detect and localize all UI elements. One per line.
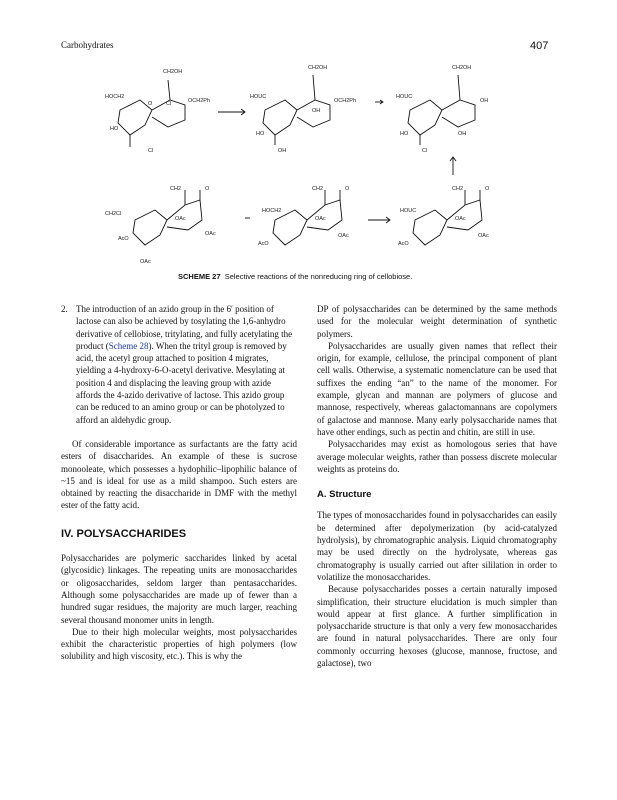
svg-text:AcO: AcO bbox=[118, 236, 129, 242]
subsection-heading: A. Structure bbox=[317, 489, 372, 501]
scheme-28-link[interactable]: Scheme 28 bbox=[108, 340, 149, 351]
svg-text:OCH2Ph: OCH2Ph bbox=[334, 98, 357, 104]
svg-text:OAc: OAc bbox=[175, 216, 186, 222]
svg-text:CH2: CH2 bbox=[312, 186, 324, 192]
svg-text:HO: HO bbox=[110, 126, 119, 132]
svg-text:AcO: AcO bbox=[258, 241, 269, 247]
paragraph: The types of monosaccharides found in polysaccharides can easily be determined after depolymerization (by acid-catalyzed hydrolysis), by chromatographic analysis. Liquid chromatography may be used directly on the hydrolysate, whereas gas chromatography is usually carried out after sililation in order to volatilize the monosaccharides. bbox=[317, 510, 557, 582]
section-heading: IV. POLYSACCHARIDES bbox=[61, 527, 187, 540]
list-number: 2. bbox=[61, 304, 68, 314]
svg-text:CH2OH: CH2OH bbox=[452, 65, 472, 71]
svg-text:OAc: OAc bbox=[205, 231, 216, 237]
svg-text:HOUC: HOUC bbox=[396, 94, 413, 100]
reaction-scheme bbox=[90, 55, 520, 270]
svg-text:CH2OH: CH2OH bbox=[163, 69, 183, 75]
left-column bbox=[61, 303, 297, 663]
list-item bbox=[61, 303, 297, 426]
paragraph: Polysaccharides are usually given names that reflect their origin, for example, cellulose, the principal component of plant cell walls. Otherwise, a systematic nomenclature can be used that suffixes the ending “an” to the name of the monomer. For example, glycan and mannan are polymers of glucose and mannose, respectively, whereas galactomannans are copolymers of galactose and mannose. Many early polysaccharide names that have other endings, such as pectin and chitin, are still in use. bbox=[317, 340, 557, 437]
svg-text:O: O bbox=[205, 186, 210, 192]
ring-1a bbox=[118, 100, 152, 135]
svg-text:HOUC: HOUC bbox=[400, 208, 417, 214]
svg-text:OAc: OAc bbox=[338, 233, 349, 239]
paragraph: DP of polysaccharides can be determined by the same methods used for the molecular weight determination of synthetic polymers. bbox=[317, 304, 557, 339]
svg-text:HOCH2: HOCH2 bbox=[262, 208, 282, 214]
svg-text:Cl: Cl bbox=[166, 101, 172, 107]
svg-text:OH: OH bbox=[278, 148, 287, 154]
svg-text:O: O bbox=[345, 186, 350, 192]
svg-text:HOUC: HOUC bbox=[250, 94, 267, 100]
right-column bbox=[317, 303, 557, 669]
svg-text:OH: OH bbox=[480, 98, 489, 104]
svg-text:OH: OH bbox=[458, 131, 467, 137]
caption-text: Selective reactions of the nonreducing ring of cellobiose. bbox=[224, 272, 413, 281]
paragraph: Of considerable importance as surfactants are the fatty acid esters of disaccharides. An example of these is sucrose monooleate, which possesses a hydophilic–lipophilic balance of ~15 and is ideal for use as a mild shampoo. Such esters are obtained by reacting the disaccharide in DMF with the methyl ester of the fatty acid. bbox=[61, 438, 297, 511]
caption-label: SCHEME 27 bbox=[178, 272, 221, 281]
svg-text:HOCH2: HOCH2 bbox=[105, 94, 125, 100]
svg-text:OAc: OAc bbox=[315, 216, 326, 222]
svg-text:OAc: OAc bbox=[455, 216, 466, 222]
svg-text:CH2OH: CH2OH bbox=[308, 65, 328, 71]
svg-text:CH2: CH2 bbox=[452, 186, 464, 192]
svg-text:CH2: CH2 bbox=[170, 186, 182, 192]
svg-text:OAc: OAc bbox=[478, 233, 489, 239]
svg-text:Cl: Cl bbox=[422, 148, 428, 154]
paragraph: Polysaccharides are polymeric saccharides linked by acetal (glycosidic) linkages. The repeating units are monosaccharides or oligosaccharides, seldom larger than pentasaccharides. Although some polysaccharides are made up of fewer than a hundred sugar residues, the majority are much larger, reaching several thousand monomer units in length. bbox=[61, 553, 297, 625]
svg-text:O: O bbox=[148, 101, 153, 107]
scheme-drawing bbox=[90, 55, 520, 270]
paragraph: Polysaccharides may exist as homologous series that have average molecular weights, rather than possess discrete molecular weights as proteins do. bbox=[317, 439, 557, 474]
scheme-labels bbox=[105, 65, 490, 265]
svg-text:CH2Cl: CH2Cl bbox=[105, 211, 122, 217]
svg-text:OAc: OAc bbox=[140, 259, 151, 265]
scheme-caption bbox=[178, 272, 412, 281]
running-title: Carbohydrates bbox=[61, 40, 114, 50]
paragraph: Because polysaccharides posses a certain naturally imposed simplification, their structure elucidation is much simpler than would appear at first glance. A further simplification in polysaccharide structure is that only a very few monosaccharides are found in natural polysaccharides. There are only four commonly occurring hexoses (glucose, mannose, fructose, and galactose), two bbox=[317, 584, 557, 669]
paragraph: Due to their high molecular weights, most polysaccharides exhibit the characteristic properties of high polymers (low solubility and high viscosity, etc.). This is why the bbox=[61, 626, 297, 662]
svg-text:Cl: Cl bbox=[148, 148, 154, 154]
svg-text:HO: HO bbox=[256, 131, 265, 137]
svg-text:O: O bbox=[485, 186, 490, 192]
page-number: 407 bbox=[530, 40, 549, 52]
svg-text:OH: OH bbox=[312, 108, 321, 114]
svg-text:AcO: AcO bbox=[398, 241, 409, 247]
svg-text:HO: HO bbox=[400, 131, 409, 137]
list-body: The introduction of an azido group in the 6′ position of lactose can also be achieved by tosylating the 1,6-anhydro derivative of cellobiose, tritylating, and fully acetylating the product (Scheme 28). When the trityl group is removed by acid, the acetyl group attached to position 4 migrates, yielding a 4-hydroxy-6-O-acetyl derivative. Mesylating at position 4 and displacing the leaving group with azide affords the 4-azido derivative of lactose. This azido group can be reduced to an amino group or can be photolyzed to afford an aldehydic group. bbox=[76, 304, 293, 425]
svg-text:OCH2Ph: OCH2Ph bbox=[188, 98, 211, 104]
